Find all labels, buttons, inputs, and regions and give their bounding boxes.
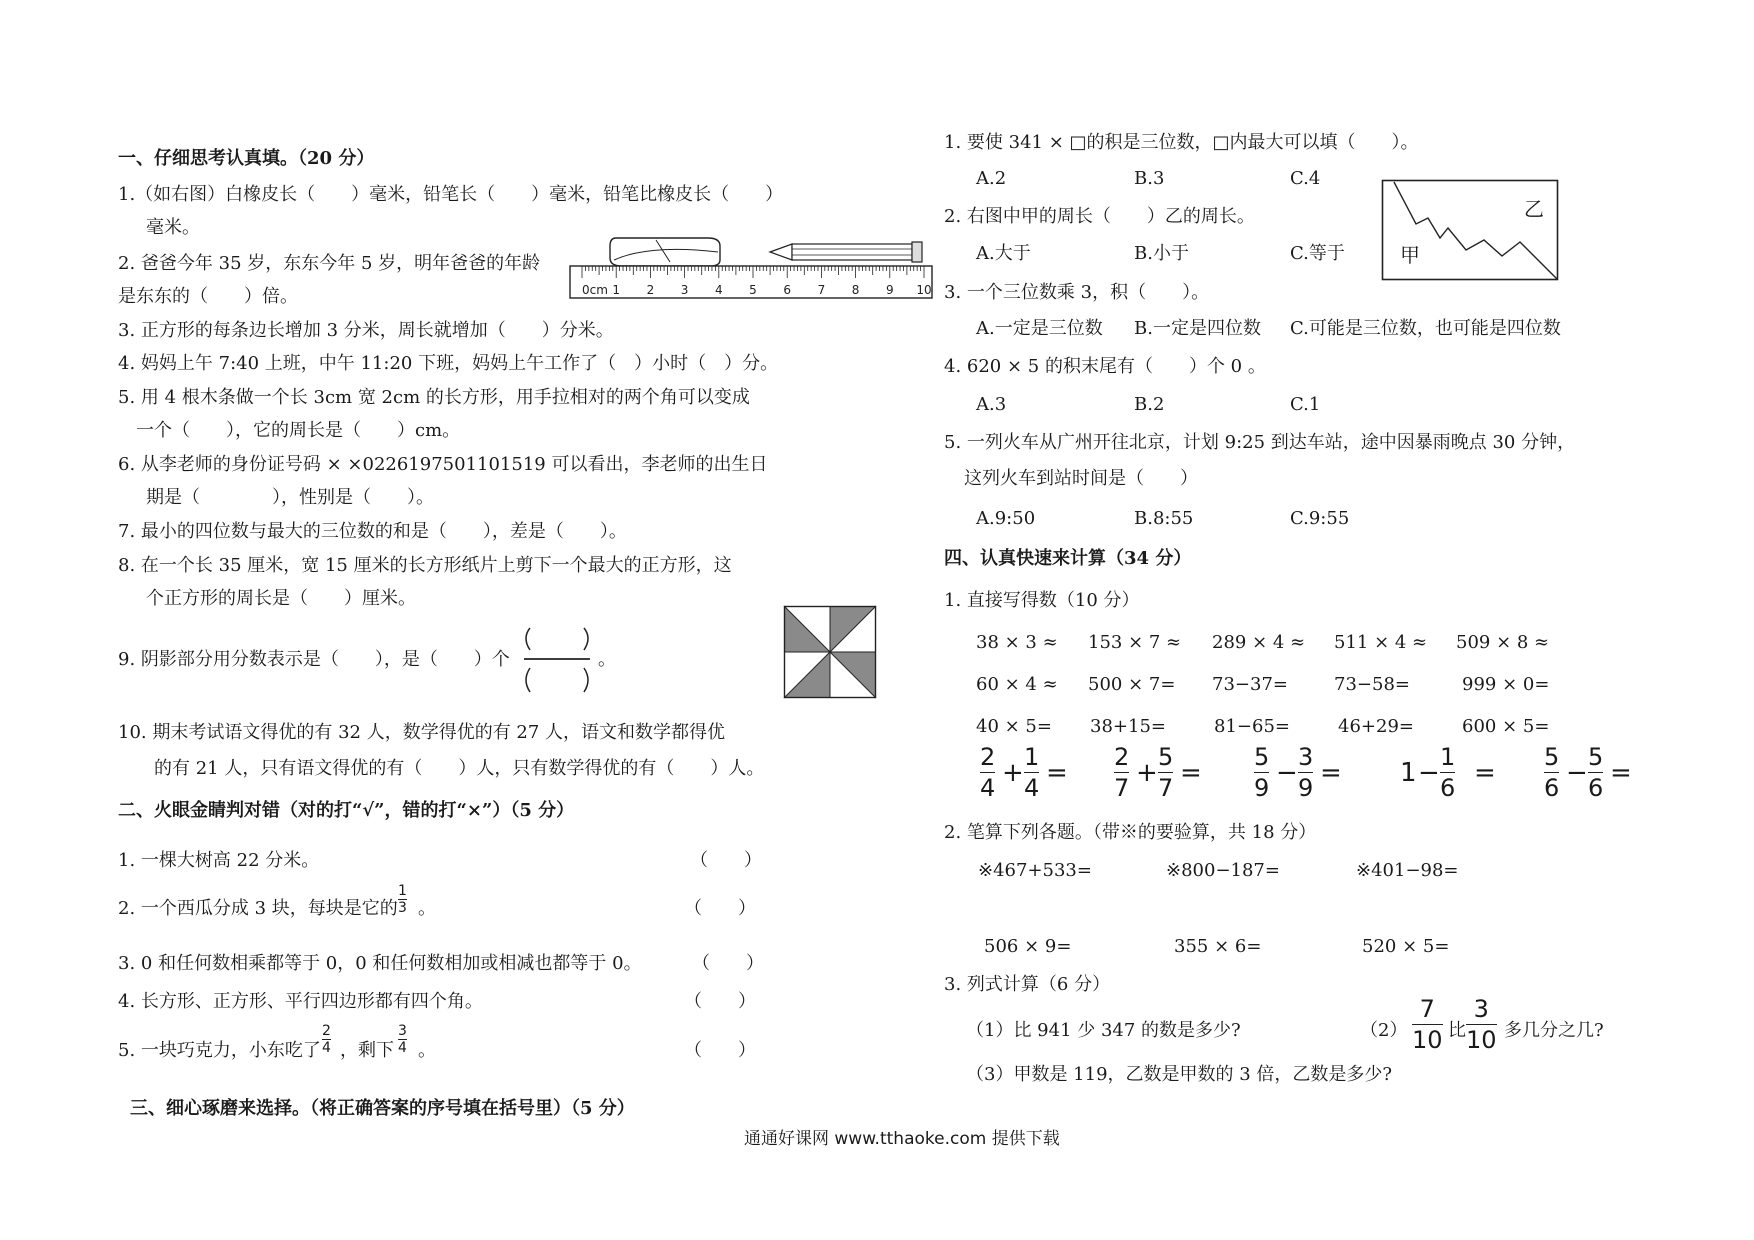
calc-r2-c4: 73−58= [1334,674,1410,695]
calc-r2-c1: 60 × 4 ≈ [976,674,1058,695]
word-problem-2-lead: （2） [1360,1020,1408,1041]
sec2-q3-paren: （ ） [692,953,764,974]
sec3-q3-opt-b: B.一定是四位数 [1134,318,1261,339]
calc-r3-c4: 46+29= [1338,716,1414,737]
calc-r1-c2: 153 × 7 ≈ [1088,632,1182,653]
sec3-q5-line1: 5. 一列火车从广州开往北京，计划 9:25 到达车站，途中因暴雨晚点 30 分钟， [944,432,1576,453]
ruler-label: 8 [851,283,860,297]
written-calc-2: ※800−187= [1166,860,1280,881]
sec2-q5: 5. 一块巧克力，小东吃了 [118,1040,321,1061]
frac-1b: 1 4 [1024,743,1040,802]
sec2-q5-end: 。 [418,1040,436,1061]
sec1-q1-line2: 毫米。 [146,217,200,238]
written-calc-6: 520 × 5= [1362,936,1450,957]
frac-4b: 1 6 [1440,743,1456,802]
ruler-eraser-pencil-figure [570,230,940,300]
frac-5-op: − [1566,758,1588,788]
label-yi: 乙 [1524,197,1544,221]
section-4-title: 四、认真快速来计算（34 分） [944,548,1192,569]
frac-1-op: + [1002,758,1024,788]
ruler-label: 1 [612,283,621,297]
frac-4-whole: 1 [1400,758,1417,788]
sec2-q3: 3. 0 和任何数相乘都等于 0，0 和任何数相加或相减也都等于 0。 [118,953,642,974]
footer-credit: 通通好课网 www.tthaoke.com 提供下载 [744,1129,1060,1149]
sec3-q4-opt-c: C.1 [1290,394,1321,415]
sec3-q3: 3. 一个三位数乘 3，积（ ）。 [944,282,1210,303]
frac-4-op: − [1418,758,1440,788]
ruler-label: 0cm [582,283,608,297]
sec1-q3: 3. 正方形的每条边长增加 3 分米，周长就增加（ ）分米。 [118,320,614,341]
fraction-1-3: 1 3 [398,883,407,916]
sec2-q1: 1. 一棵大树高 22 分米。 [118,850,320,871]
sec1-q4: 4. 妈妈上午 7:40 上班，中午 11:20 下班，妈妈上午工作了（ ）小时（ ）分。 [118,353,779,374]
frac-3a: 5 9 [1254,743,1270,802]
sec3-q1: 1. 要使 341 × □的积是三位数，□内最大可以填（ ）。 [944,132,1419,153]
calc-r1-c3: 289 × 4 ≈ [1212,632,1306,653]
sec3-q1-opt-a: A.2 [976,168,1007,189]
sec3-q5-opt-c: C.9:55 [1290,508,1350,529]
sec2-q2-end: 。 [418,898,436,919]
sec2-q4: 4. 长方形、正方形、平行四边形都有四个角。 [118,991,483,1012]
frac-1-eq: = [1046,758,1068,788]
sec2-q5-paren: （ ） [684,1040,756,1061]
sec3-q5-opt-a: A.9:50 [976,508,1036,529]
fraction-3-4: 3 4 [398,1023,407,1056]
word-problem-2-end: 多几分之几? [1504,1020,1604,1041]
sec2-q2: 2. 一个西瓜分成 3 块，每块是它的 [118,898,398,919]
frac-2a: 2 7 [1114,743,1130,802]
frac-2-op: + [1136,758,1158,788]
sec4-part3-title: 3. 列式计算（6 分） [944,974,1111,995]
sec1-q10-line2: 的有 21 人，只有语文得优的有（ ）人，只有数学得优的有（ ）人。 [154,758,765,779]
calc-r2-c5: 999 × 0= [1462,674,1550,695]
written-calc-1: ※467+533= [978,860,1092,881]
calc-r1-c5: 509 × 8 ≈ [1456,632,1550,653]
ruler-label: 3 [680,283,689,297]
sec2-q1-paren: （ ） [690,850,762,871]
word-problem-1: （1）比 941 少 347 的数是多少? [966,1020,1241,1041]
sec2-q5-mid: ，剩下 [340,1040,394,1061]
frac-4-eq: = [1474,758,1496,788]
calc-r3-c3: 81−65= [1214,716,1290,737]
calc-r2-c3: 73−37= [1212,674,1288,695]
frac-5b: 5 6 [1588,743,1604,802]
fraction-2-4: 2 4 [322,1023,331,1056]
ruler-label: 7 [817,283,826,297]
section-1-title: 一、仔细思考认真填。（20 分） [118,148,375,169]
frac-2-eq: = [1180,758,1202,788]
section-3-title: 三、细心琢磨来选择。（将正确答案的序号填在括号里）（5 分） [130,1098,635,1119]
frac-3-op: − [1276,758,1298,788]
ruler-label: 2 [646,283,655,297]
frac-5-eq: = [1610,758,1632,788]
sec1-q6-line2: 期是（ ），性别是（ ）。 [146,487,434,508]
sec3-q5-line2: 这列火车到站时间是（ ） [964,468,1198,489]
frac-5a: 5 6 [1544,743,1560,802]
ruler-label: 6 [783,283,792,297]
ruler-label: 9 [885,283,894,297]
sec3-q3-opt-a: A.一定是三位数 [976,318,1103,339]
sec1-q2-line2: 是东东的（ ）倍。 [118,286,298,307]
blank-fraction [520,626,594,696]
ruler-label: 5 [749,283,757,297]
sec1-q10-line1: 10. 期末考试语文得优的有 32 人，数学得优的有 27 人，语文和数学都得优 [118,722,726,743]
written-calc-5: 355 × 6= [1174,936,1262,957]
sec1-q7: 7. 最小的四位数与最大的三位数的和是（ ），差是（ ）。 [118,521,627,542]
sec1-q8-line1: 8. 在一个长 35 厘米，宽 15 厘米的长方形纸片上剪下一个最大的正方形，这 [118,555,732,576]
sec3-q4: 4. 620 × 5 的积末尾有（ ）个 0 。 [944,356,1266,377]
sec1-q6-line1: 6. 从李老师的身份证号码 × ×0226197501101519 可以看出，李老师的出生日 [118,454,768,475]
frac-3b: 3 9 [1298,743,1314,802]
word-problem-3: （3）甲数是 119，乙数是甲数的 3 倍，乙数是多少? [966,1064,1393,1085]
sec3-q2-opt-c: C.等于 [1290,243,1345,264]
sec1-q9-end: 。 [598,649,616,670]
frac-3-10: 3 10 [1466,995,1497,1054]
sec1-q5-line2: 一个（ ），它的周长是（ ）cm。 [136,420,461,441]
word-problem-2-mid: 比 [1448,1020,1466,1041]
written-calc-4: 506 × 9= [984,936,1072,957]
label-jia: 甲 [1400,243,1420,267]
sec3-q4-opt-b: B.2 [1134,394,1165,415]
written-calc-3: ※401−98= [1356,860,1459,881]
sec2-q4-paren: （ ） [684,991,756,1012]
ruler-label: 10 [916,283,932,297]
sec3-q1-opt-b: B.3 [1134,168,1165,189]
sec3-q5-opt-b: B.8:55 [1134,508,1194,529]
sec1-q2-line1: 2. 爸爸今年 35 岁，东东今年 5 岁，明年爸爸的年龄 [118,253,541,274]
sec3-q4-opt-a: A.3 [976,394,1007,415]
sec3-q2-opt-a: A.大于 [976,243,1031,264]
frac-3-eq: = [1320,758,1342,788]
calc-r1-c1: 38 × 3 ≈ [976,632,1058,653]
sec3-q2-opt-b: B.小于 [1134,243,1189,264]
sec4-part1-title: 1. 直接写得数（10 分） [944,590,1140,611]
sec3-q3-opt-c: C.可能是三位数，也可能是四位数 [1290,318,1561,339]
sec2-q2-paren: （ ） [684,898,756,919]
sec4-part2-title: 2. 笔算下列各题。（带※的要验算，共 18 分） [944,822,1317,843]
calc-r1-c4: 511 × 4 ≈ [1334,632,1428,653]
sec3-q1-opt-c: C.4 [1290,168,1321,189]
calc-r3-c5: 600 × 5= [1462,716,1550,737]
sec1-q8-line2: 个正方形的周长是（ ）厘米。 [146,588,416,609]
shaded-square-figure [784,606,876,698]
sec3-q2: 2. 右图中甲的周长（ ）乙的周长。 [944,206,1255,227]
section-2-title: 二、火眼金睛判对错（对的打“√”，错的打“×”）（5 分） [118,800,575,821]
sec1-q9: 9. 阴影部分用分数表示是（ ），是（ ）个 [118,649,510,670]
calc-r2-c2: 500 × 7= [1088,674,1176,695]
sec1-q1-line1: 1.（如右图）白橡皮长（ ）毫米，铅笔长（ ）毫米，铅笔比橡皮长（ ） [118,184,784,205]
frac-1a: 2 4 [980,743,996,802]
sec1-q5-line1: 5. 用 4 根木条做一个长 3cm 宽 2cm 的长方形，用手拉相对的两个角可以变成 [118,387,750,408]
ruler-label: 4 [714,283,723,297]
frac-7-10: 7 10 [1412,995,1443,1054]
calc-r3-c2: 38+15= [1090,716,1166,737]
calc-r3-c1: 40 × 5= [976,716,1052,737]
frac-2b: 5 7 [1158,743,1174,802]
